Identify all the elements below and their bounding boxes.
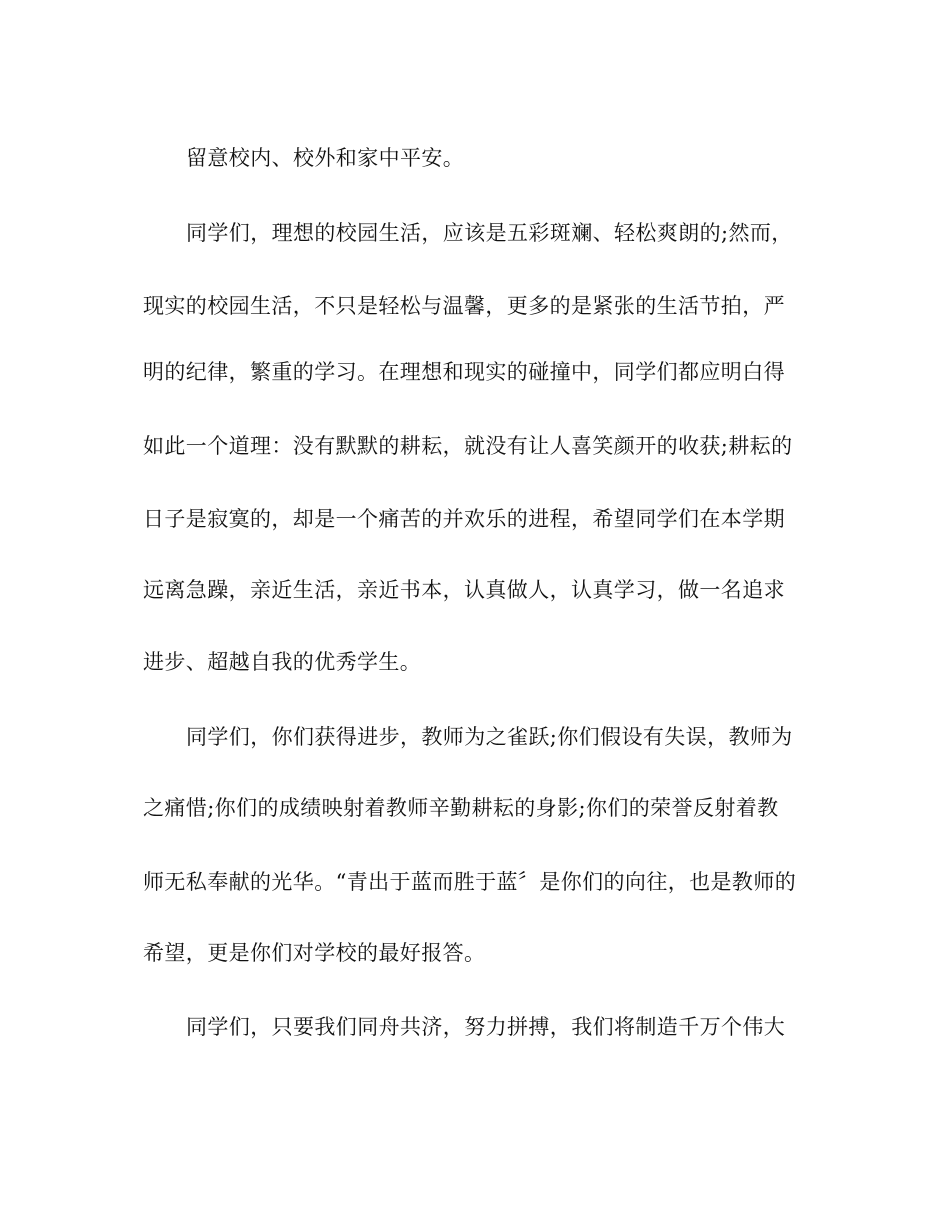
text-line: 远离急躁，亲近生活，亲近书本，认真做人，认真学习，做一名追求 (143, 578, 785, 602)
text-line: 师无私奉献的光华。“青出于蓝而胜于蓝〞是你们的向往，也是教师的 (143, 870, 797, 894)
text-line: 日子是寂寞的，却是一个痛苦的并欢乐的进程，希望同学们在本学期 (143, 507, 785, 531)
text-line: 之痛惜;你们的成绩映射着教师辛勤耕耘的身影;你们的荣誉反射着教 (143, 796, 779, 820)
text-line: 同学们，你们获得进步，教师为之雀跃;你们假设有失误，教师为 (186, 725, 793, 749)
text-line: 现实的校园生活，不只是轻松与温馨，更多的是紧张的生活节拍，严 (143, 294, 785, 318)
text-line: 明的纪律，繁重的学习。在理想和现实的碰撞中，同学们都应明白得 (143, 360, 785, 384)
text-line: 同学们，理想的校园生活，应该是五彩斑斓、轻松爽朗的;然而， (186, 221, 793, 245)
text-line: 如此一个道理：没有默默的耕耘，就没有让人喜笑颜开的收获;耕耘的 (143, 434, 793, 458)
text-line: 同学们，只要我们同舟共济，努力拼搏，我们将制造千万个伟大 (186, 1015, 786, 1039)
text-line: 希望，更是你们对学校的最好报答。 (143, 941, 486, 965)
text-line: 留意校内、校外和家中平安。 (186, 146, 465, 170)
text-line: 进步、超越自我的优秀学生。 (143, 650, 422, 674)
